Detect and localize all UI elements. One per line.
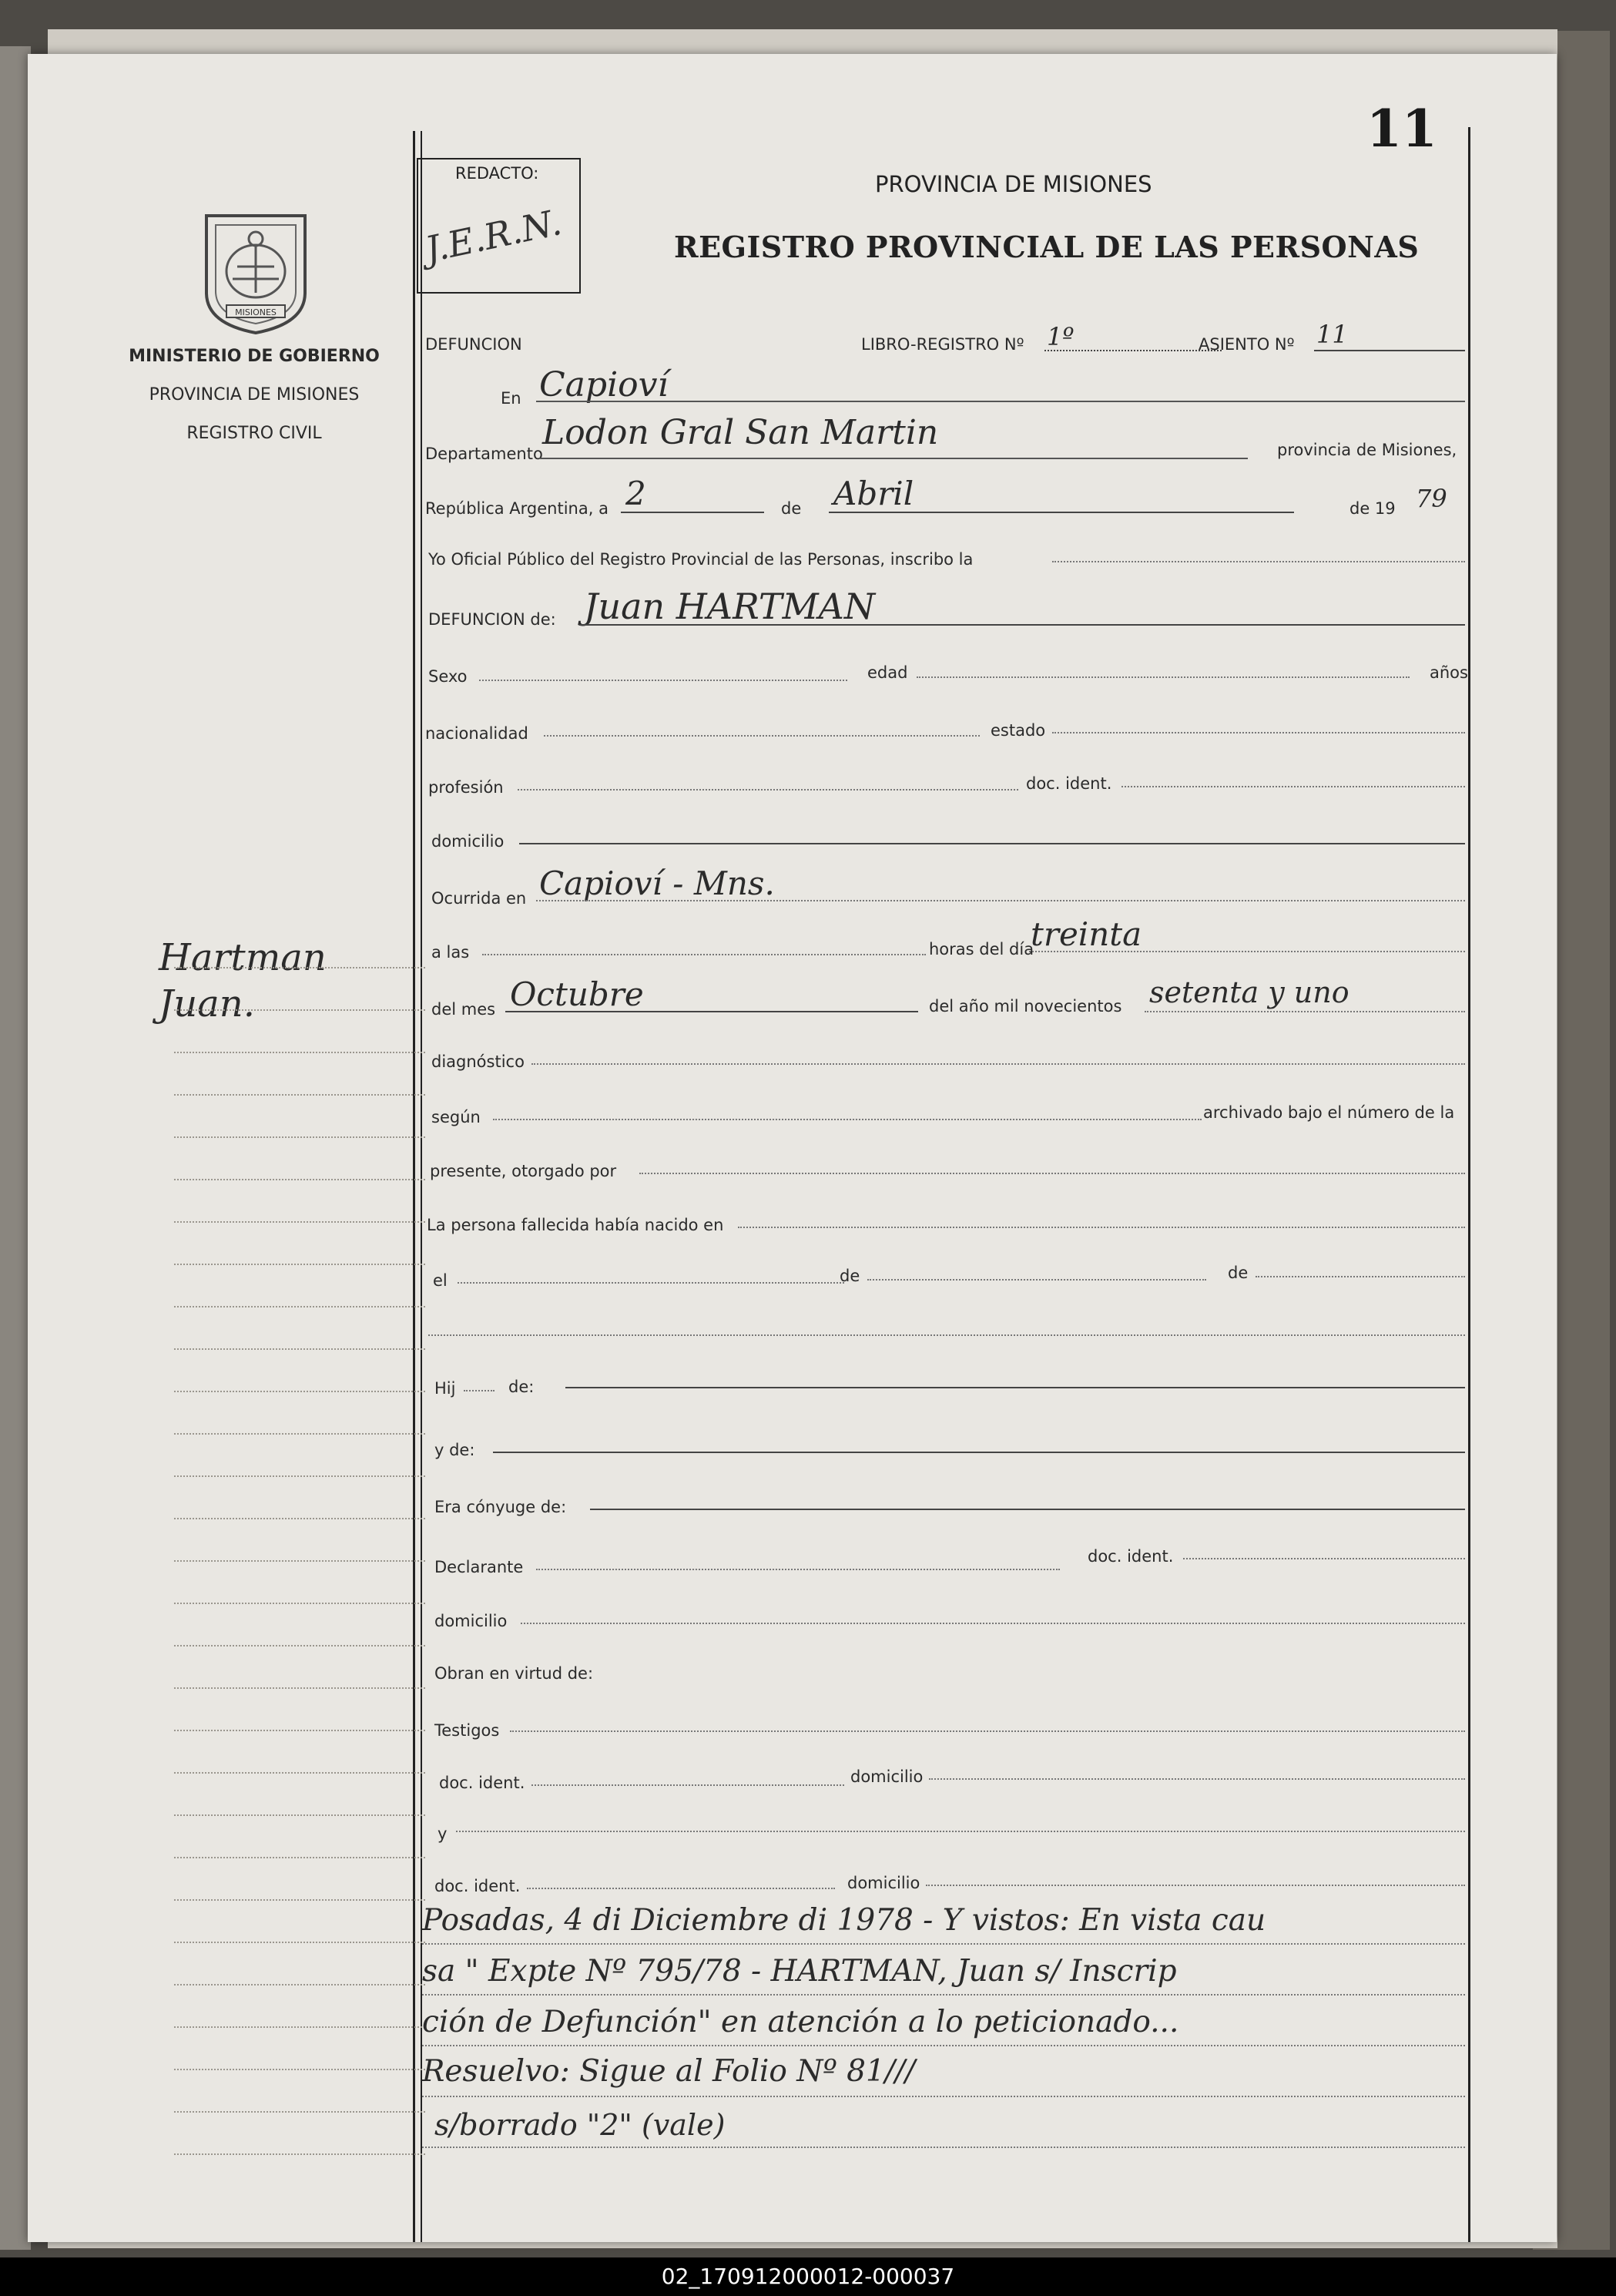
margin-firstname: Juan. (159, 982, 255, 1025)
libro-label: LIBRO-REGISTRO Nº (861, 335, 1024, 354)
margin-line (174, 1603, 425, 1604)
testigo1-domicilio-line (929, 1778, 1465, 1780)
y-line (456, 1831, 1465, 1832)
anio-muerte-line (1145, 1011, 1465, 1012)
declarante-domicilio-label: domicilio (434, 1612, 508, 1630)
margin-line (174, 1433, 425, 1435)
mes-line (829, 512, 1294, 513)
annotation-rule-5 (422, 2147, 1465, 2148)
diagnostico-label: diagnóstico (431, 1052, 525, 1071)
hij-suffix-line (464, 1390, 495, 1391)
oficial-text: Yo Oficial Público del Registro Provincial de las Personas, inscribo la (428, 550, 974, 569)
declarante-domicilio-line (521, 1623, 1465, 1624)
domicilio-line (519, 843, 1465, 844)
nac-de-label-2: de (1228, 1264, 1249, 1282)
left-rule (413, 131, 415, 2242)
margin-line (174, 1942, 425, 1943)
domicilio-label: domicilio (431, 832, 505, 851)
margin-line (174, 967, 425, 968)
anio-muerte-value: setenta y uno (1149, 975, 1349, 1009)
ocurrida-value: Capioví - Mns. (539, 864, 775, 902)
el-label: el (433, 1271, 448, 1290)
nacionalidad-line (544, 735, 980, 737)
y-de-label: y de: (434, 1441, 475, 1459)
testigo2-doc-line (527, 1888, 835, 1889)
nac-extra-line (428, 1334, 1465, 1336)
libro-line (1044, 350, 1222, 351)
departamento-label: Departamento (425, 445, 543, 463)
presente-label: presente, otorgado por (430, 1162, 617, 1180)
annotation-line-1: Posadas, 4 di Diciembre di 1978 - Y vistos: En vista cau (422, 1903, 1266, 1938)
footer-bar (0, 2257, 1616, 2296)
edad-label: edad (867, 663, 908, 682)
province-heading: PROVINCIA DE MISIONES (875, 171, 1152, 197)
segun-label: según (431, 1108, 481, 1126)
margin-line (174, 1391, 425, 1392)
defuncion-de-value: Juan HARTMAN (584, 586, 876, 627)
margin-line (174, 1899, 425, 1901)
margin-line (174, 1009, 425, 1011)
el-line (458, 1282, 844, 1284)
estado-label: estado (991, 721, 1046, 740)
margin-line (174, 2026, 425, 2028)
nac-de-label-1: de (840, 1267, 860, 1285)
margin-line (174, 1518, 425, 1519)
nac-de-line-1 (867, 1279, 1206, 1281)
a-las-line (482, 954, 926, 955)
y-label: y (438, 1824, 448, 1843)
asiento-label: ASIENTO Nº (1199, 335, 1295, 354)
libro-value: 1º (1047, 322, 1075, 351)
annotation-rule-3 (422, 2045, 1465, 2046)
annotation-line-5: s/borrado "2" (vale) (434, 2108, 726, 2142)
margin-line (174, 1857, 425, 1858)
doc-ident-label: doc. ident. (1026, 774, 1112, 793)
ocurrida-line (536, 900, 1465, 901)
margin-line (174, 1984, 425, 1986)
declarante-line (536, 1569, 1060, 1570)
en-line (536, 401, 1465, 402)
hij-de-line (565, 1387, 1465, 1388)
testigo1-domicilio-label: domicilio (850, 1767, 924, 1786)
defuncion-de-label: DEFUNCION de: (428, 610, 556, 629)
sexo-label: Sexo (428, 667, 468, 686)
sexo-line (479, 680, 847, 681)
testigos-label: Testigos (434, 1721, 500, 1740)
defuncion-label: DEFUNCION (425, 335, 522, 354)
horas-label: horas del día (929, 940, 1034, 958)
margin-line (174, 2111, 425, 2113)
margin-line (174, 1094, 425, 1096)
page-number: 11 (1366, 99, 1437, 159)
margin-line (174, 1687, 425, 1689)
annotation-line-2: sa " Expte Nº 795/78 - HARTMAN, Juan s/ Inscrip (422, 1954, 1177, 1989)
obran-label: Obran en virtud de: (434, 1664, 594, 1683)
anio-prefix: de 19 (1349, 499, 1396, 518)
margin-line (174, 1560, 425, 1562)
redacto-box (417, 158, 581, 294)
en-value: Capioví (539, 365, 669, 404)
margin-line (174, 1814, 425, 1816)
y-de-line (493, 1452, 1465, 1453)
anios-label: años (1430, 663, 1468, 682)
departamento-line (539, 458, 1248, 459)
redacto-label: REDACTO: (455, 164, 539, 183)
defuncion-de-line (579, 624, 1465, 626)
dia-muerte-value: treinta (1031, 915, 1142, 953)
nacido-label: La persona fallecida había nacido en (427, 1216, 724, 1234)
dia-value: 2 (625, 475, 646, 512)
margin-line (174, 2069, 425, 2070)
redacto-initials: J.E.R.N. (421, 200, 565, 271)
margin-line (174, 1264, 425, 1265)
testigo1-doc-label: doc. ident. (439, 1774, 525, 1792)
margin-line (174, 1179, 425, 1180)
ocurrida-label: Ocurrida en (431, 889, 527, 908)
margin-line (174, 1772, 425, 1774)
republica-label: República Argentina, a (425, 499, 609, 518)
en-label: En (501, 389, 521, 408)
margin-line (174, 2153, 425, 2155)
anio-value: 79 (1416, 484, 1447, 513)
annotation-rule-2 (422, 1994, 1465, 1996)
register-page (28, 54, 1557, 2242)
profesion-line (518, 789, 1018, 791)
seal-text: MISIONES (235, 307, 277, 317)
testigo2-domicilio-line (926, 1885, 1465, 1886)
testigo1-doc-line (531, 1784, 844, 1786)
provincia-label: provincia de Misiones, (1277, 441, 1457, 459)
asiento-line (1314, 350, 1465, 351)
ministry-title: MINISTERIO DE GOBIERNO (129, 347, 380, 366)
anio-mil-label: del año mil novecientos (929, 997, 1122, 1015)
estado-line (1052, 732, 1465, 733)
margin-line (174, 1730, 425, 1731)
profesion-label: profesión (428, 778, 504, 797)
margin-line (174, 1136, 425, 1138)
margin-line (174, 1052, 425, 1053)
provincial-seal (199, 208, 313, 337)
dia-line (621, 512, 764, 513)
testigos-line (510, 1730, 1465, 1732)
declarante-doc-line (1183, 1558, 1465, 1559)
registry-heading: REGISTRO PROVINCIAL DE LAS PERSONAS (674, 230, 1420, 264)
edad-line (917, 676, 1410, 678)
diagnostico-line (531, 1063, 1465, 1065)
margin-line (174, 1306, 425, 1307)
mes-muerte-line (505, 1011, 918, 1012)
footer-id: 02_170912000012-000037 (661, 2264, 955, 2289)
departamento-value: Lodon Gral San Martin (542, 413, 939, 452)
ministry-civil: REGISTRO CIVIL (186, 424, 322, 443)
ministry-province: PROVINCIA DE MISIONES (149, 385, 360, 404)
conyuge-label: Era cónyuge de: (434, 1498, 567, 1516)
a-las-label: a las (431, 943, 470, 962)
oficial-line (1052, 561, 1465, 562)
right-rule (1468, 127, 1470, 2242)
declarante-doc-label: doc. ident. (1088, 1547, 1174, 1566)
del-mes-label: del mes (431, 1000, 496, 1019)
annotation-line-3: ción de Defunción" en atención a lo peticionado... (422, 2005, 1179, 2039)
book-spine (0, 46, 31, 2250)
segun-line (493, 1119, 1202, 1120)
margin-line (174, 1348, 425, 1350)
conyuge-line (590, 1509, 1465, 1510)
nacido-line (738, 1227, 1465, 1228)
margin-line (174, 1475, 425, 1477)
hij-de-label: de: (508, 1378, 535, 1396)
de-label: de (781, 499, 802, 518)
mes-value: Abril (833, 475, 914, 512)
doc-ident-line (1121, 786, 1465, 787)
hij-label: Hij (434, 1379, 456, 1398)
testigo2-doc-label: doc. ident. (434, 1877, 521, 1895)
annotation-rule-4 (422, 2096, 1465, 2097)
nacionalidad-label: nacionalidad (425, 724, 528, 743)
declarante-label: Declarante (434, 1558, 524, 1576)
testigo2-domicilio-label: domicilio (847, 1874, 920, 1892)
annotation-line-4: Resuelvo: Sigue al Folio Nº 81/// (422, 2054, 916, 2089)
presente-line (639, 1173, 1465, 1174)
archivado-label: archivado bajo el número de la (1203, 1103, 1455, 1122)
mes-muerte-value: Octubre (510, 975, 644, 1013)
margin-line (174, 1645, 425, 1646)
asiento-value: 11 (1316, 320, 1348, 349)
annotation-rule-1 (422, 1943, 1465, 1945)
margin-surname: Hartman (159, 936, 327, 979)
nac-de-line-2 (1256, 1276, 1465, 1277)
margin-line (174, 1221, 425, 1223)
dia-muerte-line (1029, 951, 1465, 952)
